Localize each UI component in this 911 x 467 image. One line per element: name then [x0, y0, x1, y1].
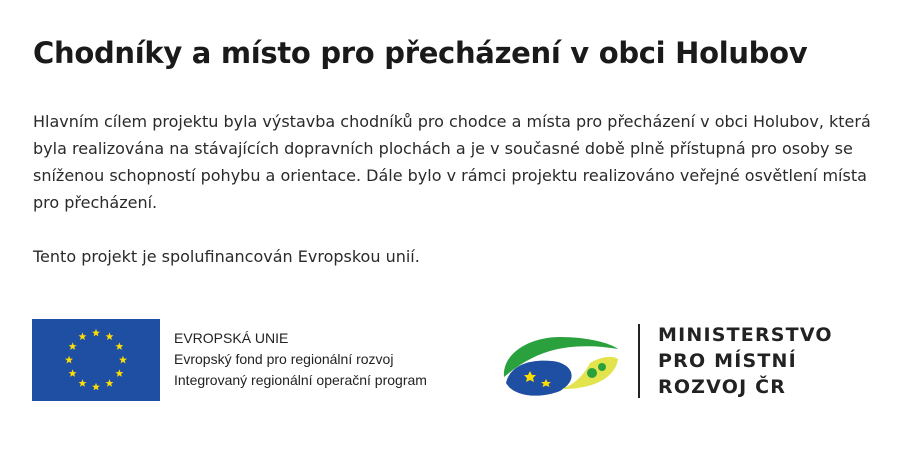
page-title: Chodníky a místo pro přecházení v obci Holubov: [33, 36, 808, 70]
eu-star-icon: [106, 379, 114, 387]
ministry-name-line2: PRO MÍSTNÍ: [658, 350, 797, 372]
eu-star-icon: [119, 356, 127, 364]
eu-star-icon: [79, 379, 87, 387]
eu-logo-text: [174, 328, 427, 391]
ministry-name-line1: MINISTERSTVO: [658, 324, 833, 346]
eu-star-icon: [79, 332, 87, 340]
funding-note: Tento projekt je spolufinancován Evropskou unií.: [33, 247, 420, 266]
eu-stars-icon: [32, 319, 160, 401]
eu-star-icon: [69, 342, 77, 350]
eu-star-icon: [115, 369, 123, 377]
ministry-logo-text: [658, 322, 833, 400]
ministry-name-line3: ROZVOJ ČR: [658, 376, 787, 398]
eu-programme-name: Integrovaný regionální operační program: [174, 372, 427, 388]
eu-star-icon: [106, 332, 114, 340]
eu-name: EVROPSKÁ UNIE: [174, 330, 289, 346]
logo-divider: [638, 324, 640, 398]
ministry-emblem-logo: [500, 325, 622, 397]
eu-fund-name: Evropský fond pro regionální rozvoj: [174, 351, 394, 367]
eu-star-icon: [115, 342, 123, 350]
description-paragraph: Hlavním cílem projektu byla výstavba chodníků pro chodce a místa pro přecházení v obci Holubov, která byla realizována na stávajících dopravních plochách a je v současné době plně přístupná pro osoby se sníženou schopností pohybu a orientace. Dále bylo v rámci projektu realizováno veřejné osvětlení místa pro přecházení.: [33, 112, 871, 212]
eu-star-icon: [65, 356, 73, 364]
eu-star-icon: [92, 383, 100, 391]
eu-star-icon: [69, 369, 77, 377]
project-description: [33, 108, 883, 270]
ministry-road-icon: [500, 325, 622, 397]
eu-flag-logo: [32, 319, 160, 401]
eu-star-icon: [92, 329, 100, 337]
